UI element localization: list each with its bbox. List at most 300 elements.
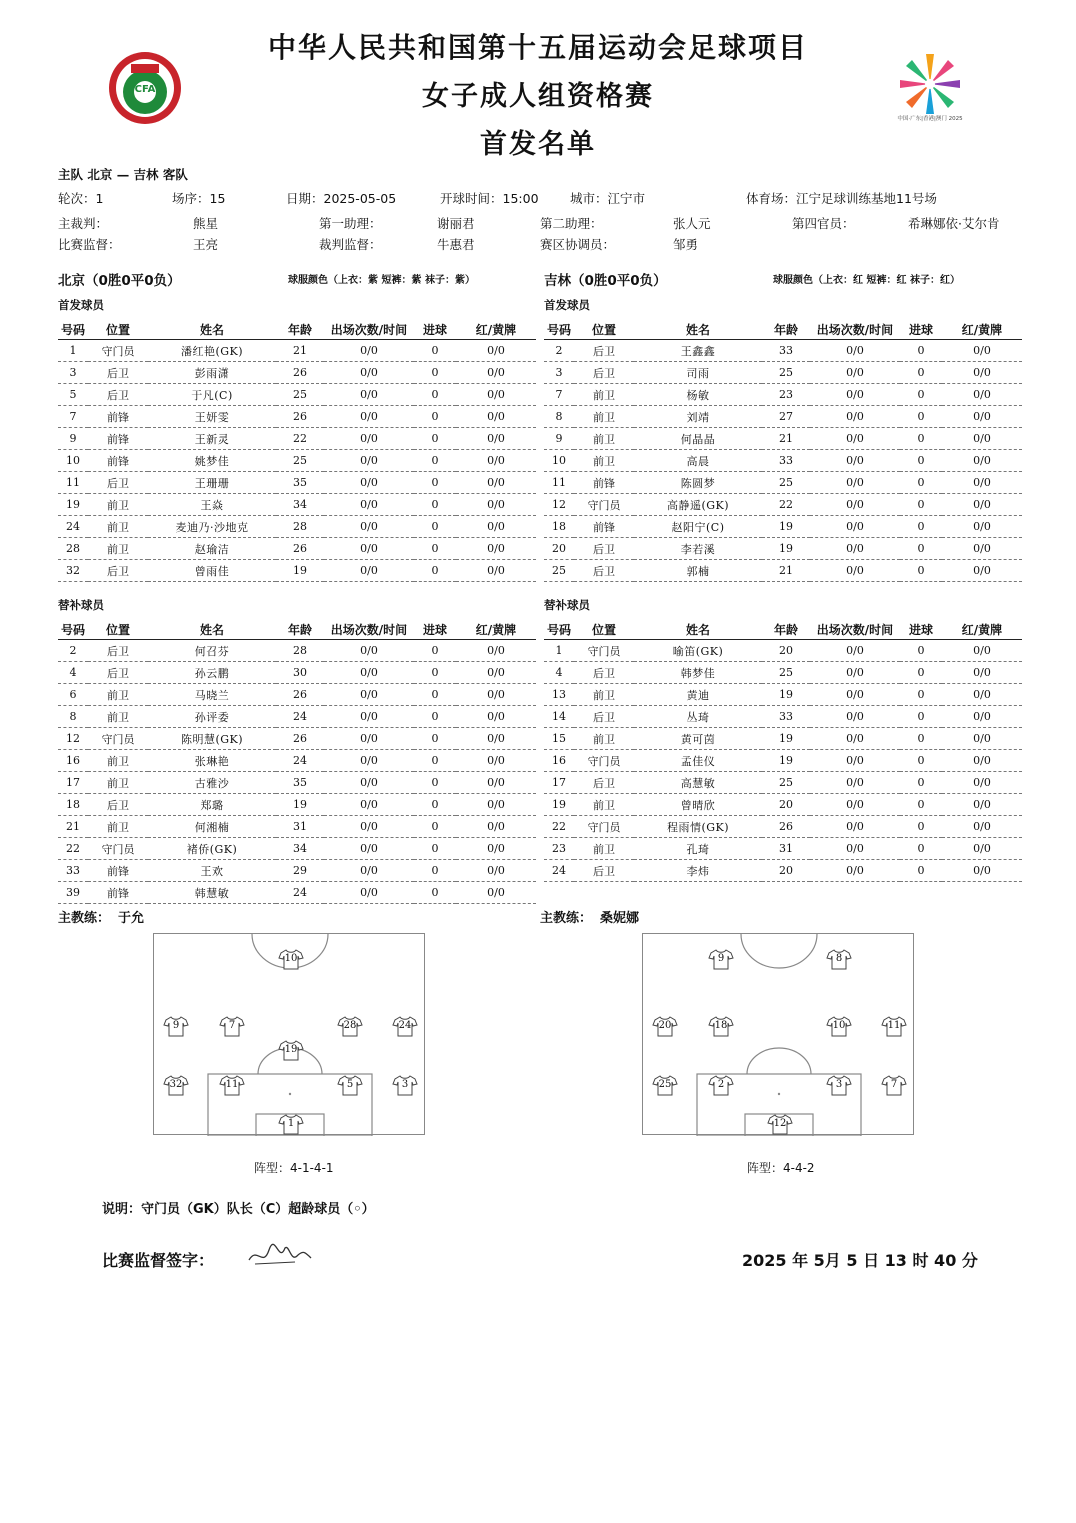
cell-number: 21 xyxy=(58,816,88,838)
cell-cards: 0/0 xyxy=(942,794,1022,816)
cell-goals: 0 xyxy=(900,406,942,428)
teams-line: 主队 北京 — 吉林 客队 xyxy=(58,167,188,182)
cell-name: 王妍雯 xyxy=(148,406,276,428)
player-shirt-icon xyxy=(392,1074,418,1096)
cell-age: 26 xyxy=(762,816,810,838)
cell-appearances: 0/0 xyxy=(810,472,900,494)
round: 轮次：1 xyxy=(58,191,104,206)
cell-position: 前锋 xyxy=(88,882,148,904)
table-header-row xyxy=(544,619,1022,640)
cell-goals: 0 xyxy=(414,472,456,494)
cell-cards: 0/0 xyxy=(456,860,536,882)
cell-cards: 0/0 xyxy=(942,428,1022,450)
player-shirt-icon xyxy=(652,1015,678,1037)
cell-age: 19 xyxy=(276,794,324,816)
col-header-age: 年龄 xyxy=(276,319,324,340)
col-header-cards: 红/黄牌 xyxy=(942,319,1022,340)
cell-age: 30 xyxy=(276,662,324,684)
shirt-number: 3 xyxy=(401,1079,409,1090)
fourth-official-label: 第四官员： xyxy=(792,216,855,231)
match-number: 场序：15 xyxy=(172,191,226,206)
cell-appearances: 0/0 xyxy=(324,362,414,384)
col-header-position: 位置 xyxy=(88,619,148,640)
cell-name: 王焱 xyxy=(148,494,276,516)
cell-number: 22 xyxy=(58,838,88,860)
cell-number: 11 xyxy=(544,472,574,494)
cell-cards: 0/0 xyxy=(942,560,1022,582)
player-shirt-icon xyxy=(392,1015,418,1037)
table-row xyxy=(58,860,536,882)
cell-goals: 0 xyxy=(414,450,456,472)
shirt-number: 9 xyxy=(172,1020,180,1031)
cell-name: 高静遥(GK) xyxy=(634,494,762,516)
table-row xyxy=(544,772,1022,794)
cell-position: 守门员 xyxy=(574,494,634,516)
shirt-number: 11 xyxy=(225,1079,239,1090)
cell-age: 21 xyxy=(762,560,810,582)
cell-goals: 0 xyxy=(900,516,942,538)
cell-position: 前锋 xyxy=(88,450,148,472)
cell-goals: 0 xyxy=(414,384,456,406)
cell-number: 10 xyxy=(58,450,88,472)
col-header-cards: 红/黄牌 xyxy=(456,619,536,640)
away-subs-table xyxy=(544,619,1022,882)
cell-age: 33 xyxy=(762,706,810,728)
cell-name: 王新灵 xyxy=(148,428,276,450)
cell-number: 8 xyxy=(544,406,574,428)
pitch-markings xyxy=(643,934,915,1136)
cfa-logo-text: CFA xyxy=(134,84,156,95)
player-shirt-icon xyxy=(767,1113,793,1135)
away-coach-label: 主教练： xyxy=(540,911,593,926)
col-header-number: 号码 xyxy=(58,319,88,340)
cell-number: 17 xyxy=(544,772,574,794)
cell-age: 22 xyxy=(762,494,810,516)
legend-note: 说明：守门员（GK）队长（C）超龄球员（◦） xyxy=(102,1202,375,1217)
cell-appearances: 0/0 xyxy=(324,450,414,472)
cell-appearances: 0/0 xyxy=(324,838,414,860)
player-shirt-icon xyxy=(337,1074,363,1096)
cell-goals: 0 xyxy=(414,772,456,794)
cell-goals: 0 xyxy=(900,838,942,860)
city: 城市：江宁市 xyxy=(570,191,646,206)
cell-position: 前卫 xyxy=(88,816,148,838)
cell-position: 守门员 xyxy=(574,750,634,772)
cell-age: 19 xyxy=(762,516,810,538)
cell-appearances: 0/0 xyxy=(810,516,900,538)
cell-position: 前卫 xyxy=(574,384,634,406)
ref-assessor-label: 裁判监督： xyxy=(319,237,382,252)
table-row xyxy=(58,516,536,538)
cell-position: 前卫 xyxy=(574,728,634,750)
cell-age: 26 xyxy=(276,728,324,750)
cell-appearances: 0/0 xyxy=(810,772,900,794)
cell-name: 王珊珊 xyxy=(148,472,276,494)
cell-position: 前卫 xyxy=(88,706,148,728)
away-formation: 阵型：4-4-2 xyxy=(747,1161,815,1175)
cell-position: 守门员 xyxy=(574,816,634,838)
cell-position: 后卫 xyxy=(88,560,148,582)
cell-age: 26 xyxy=(276,362,324,384)
player-shirt-icon xyxy=(826,1015,852,1037)
cell-age: 20 xyxy=(762,860,810,882)
cell-goals: 0 xyxy=(414,538,456,560)
cell-goals: 0 xyxy=(900,362,942,384)
table-row xyxy=(544,538,1022,560)
table-row xyxy=(58,684,536,706)
cell-number: 4 xyxy=(58,662,88,684)
cell-name: 高晨 xyxy=(634,450,762,472)
venue: 体育场：江宁足球训练基地11号场 xyxy=(746,191,937,206)
ar1-label: 第一助理： xyxy=(319,216,382,231)
table-row xyxy=(544,640,1022,662)
cell-position: 守门员 xyxy=(88,340,148,362)
cell-name: 何召芬 xyxy=(148,640,276,662)
cell-name: 麦迪乃·沙地克 xyxy=(148,516,276,538)
cell-goals: 0 xyxy=(900,684,942,706)
title-line-2: 女子成人组资格赛 xyxy=(422,81,654,112)
cell-cards: 0/0 xyxy=(942,750,1022,772)
player-shirt-icon xyxy=(881,1015,907,1037)
cell-goals: 0 xyxy=(900,494,942,516)
cell-age: 26 xyxy=(276,684,324,706)
cell-appearances: 0/0 xyxy=(324,494,414,516)
cell-number: 28 xyxy=(58,538,88,560)
cell-position: 后卫 xyxy=(88,362,148,384)
table-row xyxy=(58,838,536,860)
table-row xyxy=(58,494,536,516)
cell-number: 11 xyxy=(58,472,88,494)
cell-goals: 0 xyxy=(900,728,942,750)
away-subs-label: 替补球员 xyxy=(544,598,590,612)
cell-age: 31 xyxy=(762,838,810,860)
cell-cards: 0/0 xyxy=(456,362,536,384)
shirt-number: 12 xyxy=(773,1118,787,1129)
player-shirt-icon xyxy=(708,948,734,970)
cell-appearances: 0/0 xyxy=(324,640,414,662)
cell-goals: 0 xyxy=(900,772,942,794)
coordinator-name: 邹勇 xyxy=(673,237,699,252)
cell-position: 前卫 xyxy=(88,772,148,794)
player-shirt-icon xyxy=(826,1074,852,1096)
ar1-name: 谢丽君 xyxy=(437,216,475,231)
shirt-number: 5 xyxy=(346,1079,354,1090)
table-row xyxy=(544,516,1022,538)
cell-appearances: 0/0 xyxy=(810,728,900,750)
cell-name: 马晓兰 xyxy=(148,684,276,706)
col-header-cards: 红/黄牌 xyxy=(456,319,536,340)
cell-position: 后卫 xyxy=(574,560,634,582)
player-shirt-icon xyxy=(337,1015,363,1037)
cell-number: 12 xyxy=(544,494,574,516)
cell-cards: 0/0 xyxy=(942,640,1022,662)
cell-age: 33 xyxy=(762,340,810,362)
cell-name: 赵瑜洁 xyxy=(148,538,276,560)
cell-goals: 0 xyxy=(900,472,942,494)
cell-number: 8 xyxy=(58,706,88,728)
cell-goals: 0 xyxy=(900,860,942,882)
col-header-position: 位置 xyxy=(88,319,148,340)
cell-goals: 0 xyxy=(900,340,942,362)
cell-age: 31 xyxy=(276,816,324,838)
cell-name: 杨敏 xyxy=(634,384,762,406)
cell-position: 前卫 xyxy=(574,428,634,450)
cell-name: 褚侨(GK) xyxy=(148,838,276,860)
cell-goals: 0 xyxy=(414,516,456,538)
table-row xyxy=(544,728,1022,750)
cell-position: 后卫 xyxy=(574,860,634,882)
referee-name: 熊星 xyxy=(193,216,219,231)
cell-cards: 0/0 xyxy=(456,538,536,560)
shirt-number: 11 xyxy=(887,1020,901,1031)
cell-age: 25 xyxy=(762,662,810,684)
col-header-number: 号码 xyxy=(58,619,88,640)
cell-age: 25 xyxy=(762,772,810,794)
cell-appearances: 0/0 xyxy=(324,662,414,684)
cell-number: 10 xyxy=(544,450,574,472)
cell-number: 24 xyxy=(58,516,88,538)
games-logo-caption: 中国·广东|香港|澳门 2025 xyxy=(897,116,963,122)
col-header-name: 姓名 xyxy=(148,619,276,640)
table-row xyxy=(58,728,536,750)
cell-appearances: 0/0 xyxy=(324,684,414,706)
player-shirt-icon xyxy=(708,1074,734,1096)
cell-appearances: 0/0 xyxy=(324,516,414,538)
cell-appearances: 0/0 xyxy=(324,772,414,794)
cell-number: 9 xyxy=(544,428,574,450)
cell-appearances: 0/0 xyxy=(324,860,414,882)
cell-appearances: 0/0 xyxy=(324,406,414,428)
player-shirt-icon xyxy=(708,1015,734,1037)
cell-appearances: 0/0 xyxy=(810,406,900,428)
cell-name: 陈圆梦 xyxy=(634,472,762,494)
home-starters-table xyxy=(58,319,536,582)
table-row xyxy=(544,494,1022,516)
col-header-goals: 进球 xyxy=(900,619,942,640)
cell-position: 前卫 xyxy=(88,516,148,538)
cell-name: 李若溪 xyxy=(634,538,762,560)
cell-goals: 0 xyxy=(900,560,942,582)
shirt-number: 3 xyxy=(835,1079,843,1090)
cell-age: 29 xyxy=(276,860,324,882)
shirt-number: 8 xyxy=(835,953,843,964)
cell-name: 潘红艳(GK) xyxy=(148,340,276,362)
ar2-label: 第二助理： xyxy=(540,216,603,231)
cell-name: 王欢 xyxy=(148,860,276,882)
cell-cards: 0/0 xyxy=(456,706,536,728)
cell-goals: 0 xyxy=(900,640,942,662)
table-header-row xyxy=(58,619,536,640)
cell-name: 高慧敏 xyxy=(634,772,762,794)
cell-goals: 0 xyxy=(900,750,942,772)
cell-position: 前卫 xyxy=(574,406,634,428)
cell-appearances: 0/0 xyxy=(810,750,900,772)
cell-name: 黄迪 xyxy=(634,684,762,706)
shirt-number: 10 xyxy=(832,1020,846,1031)
cell-goals: 0 xyxy=(900,428,942,450)
shirt-number: 9 xyxy=(717,953,725,964)
cell-number: 3 xyxy=(544,362,574,384)
cell-cards: 0/0 xyxy=(942,406,1022,428)
cell-cards: 0/0 xyxy=(942,472,1022,494)
cell-name: 彭雨潇 xyxy=(148,362,276,384)
cell-age: 20 xyxy=(762,794,810,816)
home-subs-table xyxy=(58,619,536,904)
cell-position: 后卫 xyxy=(574,340,634,362)
cell-number: 7 xyxy=(544,384,574,406)
home-starters-label: 首发球员 xyxy=(58,298,104,312)
cell-name: 曾雨佳 xyxy=(148,560,276,582)
cell-goals: 0 xyxy=(414,728,456,750)
cell-position: 守门员 xyxy=(574,640,634,662)
cell-position: 前卫 xyxy=(88,750,148,772)
cell-position: 后卫 xyxy=(574,538,634,560)
table-row xyxy=(58,362,536,384)
cell-goals: 0 xyxy=(414,860,456,882)
cell-age: 23 xyxy=(762,384,810,406)
cell-number: 22 xyxy=(544,816,574,838)
shirt-number: 18 xyxy=(714,1020,728,1031)
cell-cards: 0/0 xyxy=(456,428,536,450)
cell-position: 前锋 xyxy=(574,516,634,538)
cell-position: 后卫 xyxy=(88,640,148,662)
cell-name: 丛琦 xyxy=(634,706,762,728)
cell-number: 39 xyxy=(58,882,88,904)
cell-age: 34 xyxy=(276,838,324,860)
table-row xyxy=(58,706,536,728)
cell-position: 前卫 xyxy=(88,494,148,516)
cell-appearances: 0/0 xyxy=(324,728,414,750)
cell-goals: 0 xyxy=(414,560,456,582)
cell-cards: 0/0 xyxy=(456,794,536,816)
cell-cards: 0/0 xyxy=(942,772,1022,794)
cell-position: 后卫 xyxy=(574,662,634,684)
table-row xyxy=(58,538,536,560)
cell-appearances: 0/0 xyxy=(324,560,414,582)
table-row xyxy=(544,838,1022,860)
table-row xyxy=(58,560,536,582)
cell-age: 34 xyxy=(276,494,324,516)
cell-number: 2 xyxy=(544,340,574,362)
shirt-number: 7 xyxy=(890,1079,898,1090)
cell-age: 21 xyxy=(276,340,324,362)
cell-position: 前卫 xyxy=(88,684,148,706)
cell-appearances: 0/0 xyxy=(810,428,900,450)
table-row xyxy=(544,450,1022,472)
cell-name: 孟佳仪 xyxy=(634,750,762,772)
cell-age: 19 xyxy=(762,538,810,560)
shirt-number: 19 xyxy=(284,1044,298,1055)
cell-name: 郑璐 xyxy=(148,794,276,816)
cell-age: 25 xyxy=(762,362,810,384)
cell-goals: 0 xyxy=(900,538,942,560)
cell-number: 18 xyxy=(544,516,574,538)
cell-age: 24 xyxy=(276,882,324,904)
cell-cards: 0/0 xyxy=(456,640,536,662)
cell-cards: 0/0 xyxy=(942,494,1022,516)
cell-number: 16 xyxy=(58,750,88,772)
cell-name: 曾晴欣 xyxy=(634,794,762,816)
cell-age: 25 xyxy=(276,450,324,472)
cell-name: 姚梦佳 xyxy=(148,450,276,472)
cell-age: 33 xyxy=(762,450,810,472)
cell-number: 16 xyxy=(544,750,574,772)
cell-cards: 0/0 xyxy=(456,450,536,472)
cell-age: 24 xyxy=(276,706,324,728)
cell-name: 赵阳宁(C) xyxy=(634,516,762,538)
away-formation-pitch xyxy=(642,933,914,1135)
col-header-name: 姓名 xyxy=(634,319,762,340)
table-row xyxy=(58,794,536,816)
cell-name: 刘靖 xyxy=(634,406,762,428)
cell-position: 后卫 xyxy=(88,472,148,494)
cell-cards: 0/0 xyxy=(456,494,536,516)
table-row xyxy=(58,428,536,450)
col-header-goals: 进球 xyxy=(414,319,456,340)
cell-goals: 0 xyxy=(414,640,456,662)
cell-number: 5 xyxy=(58,384,88,406)
col-header-appearances: 出场次数/时间 xyxy=(324,619,414,640)
kickoff-time: 开球时间：15:00 xyxy=(440,191,539,206)
cell-appearances: 0/0 xyxy=(810,662,900,684)
cell-cards: 0/0 xyxy=(456,882,536,904)
cell-position: 后卫 xyxy=(88,794,148,816)
cell-number: 3 xyxy=(58,362,88,384)
away-kit-colors: 球服颜色（上衣：红 短裤：红 袜子：红） xyxy=(773,275,960,286)
table-row xyxy=(58,340,536,362)
cell-cards: 0/0 xyxy=(942,516,1022,538)
col-header-cards: 红/黄牌 xyxy=(942,619,1022,640)
cell-goals: 0 xyxy=(414,838,456,860)
table-row xyxy=(58,772,536,794)
supervisor-label: 比赛监督： xyxy=(58,237,121,252)
cell-cards: 0/0 xyxy=(456,684,536,706)
home-formation: 阵型：4-1-4-1 xyxy=(254,1161,334,1175)
cell-age: 19 xyxy=(762,750,810,772)
cell-age: 28 xyxy=(276,640,324,662)
cell-position: 后卫 xyxy=(88,384,148,406)
cell-appearances: 0/0 xyxy=(810,450,900,472)
cell-cards: 0/0 xyxy=(456,560,536,582)
player-shirt-icon xyxy=(278,1039,304,1061)
ar2-name: 张人元 xyxy=(673,216,711,231)
col-header-age: 年龄 xyxy=(762,319,810,340)
col-header-age: 年龄 xyxy=(762,619,810,640)
cell-position: 后卫 xyxy=(574,772,634,794)
cell-appearances: 0/0 xyxy=(810,340,900,362)
cell-age: 25 xyxy=(762,472,810,494)
cell-cards: 0/0 xyxy=(942,816,1022,838)
cell-appearances: 0/0 xyxy=(810,838,900,860)
cell-cards: 0/0 xyxy=(456,406,536,428)
cell-number: 20 xyxy=(544,538,574,560)
cell-number: 9 xyxy=(58,428,88,450)
cell-appearances: 0/0 xyxy=(810,640,900,662)
cell-number: 4 xyxy=(544,662,574,684)
shirt-number: 20 xyxy=(658,1020,672,1031)
player-shirt-icon xyxy=(219,1074,245,1096)
cell-appearances: 0/0 xyxy=(810,794,900,816)
table-row xyxy=(544,560,1022,582)
table-row xyxy=(58,816,536,838)
cell-cards: 0/0 xyxy=(942,662,1022,684)
cell-appearances: 0/0 xyxy=(810,494,900,516)
table-row xyxy=(58,450,536,472)
cell-name: 孔琦 xyxy=(634,838,762,860)
cell-position: 前卫 xyxy=(574,794,634,816)
player-shirt-icon xyxy=(652,1074,678,1096)
ref-assessor-name: 牛惠君 xyxy=(437,237,475,252)
